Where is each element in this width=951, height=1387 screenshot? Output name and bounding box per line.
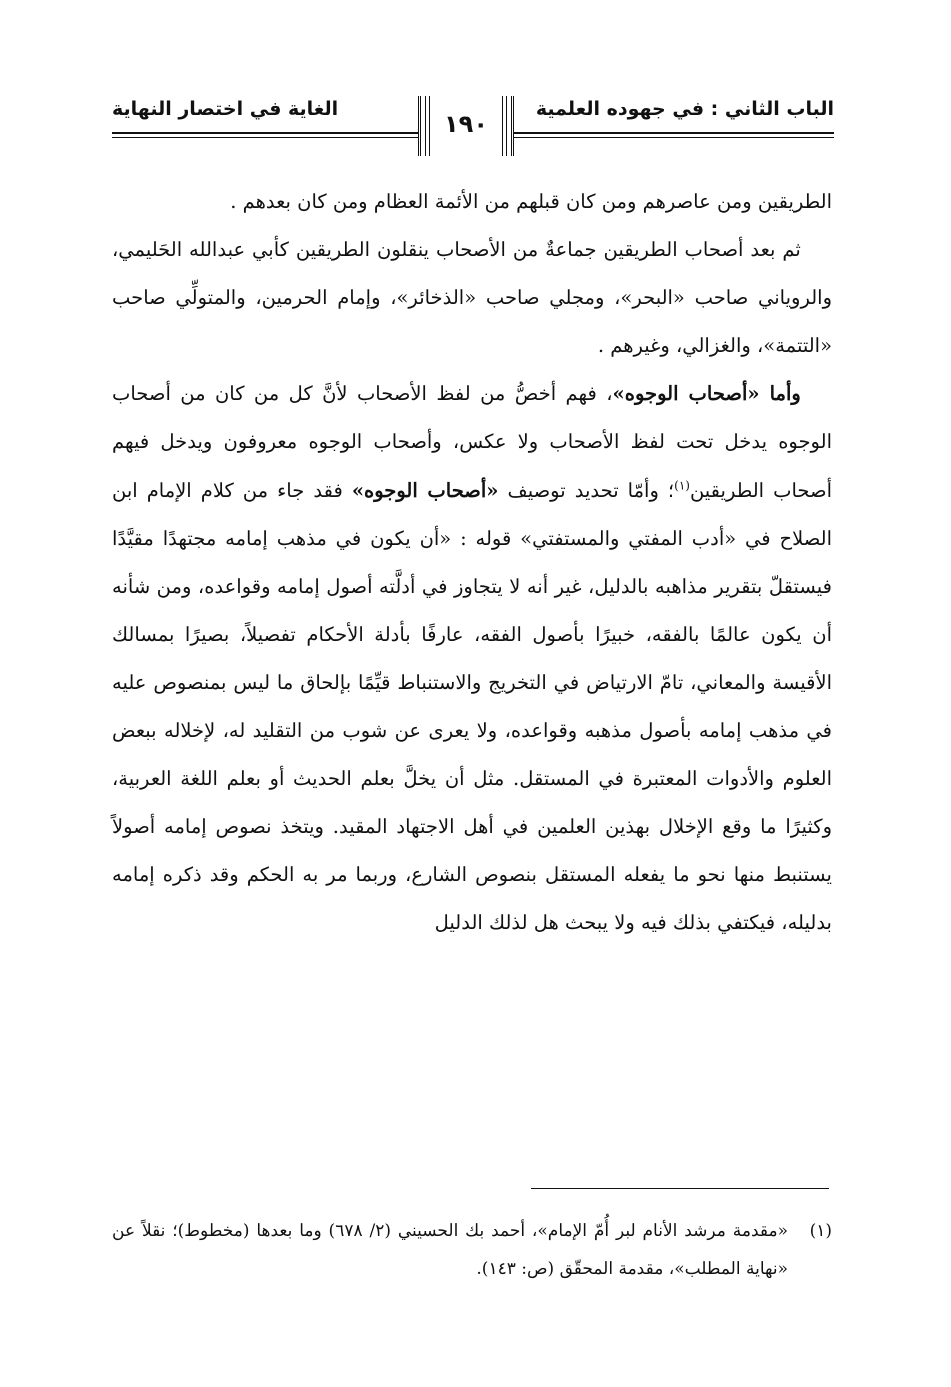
paragraph-1: الطريقين ومن عاصرهم ومن كان قبلهم من الأئمة العظام ومن كان بعدهم . (230, 190, 832, 213)
paragraph-2: ثم بعد أصحاب الطريقين جماعةٌ من الأصحاب ينقلون الطريقين كأبي عبدالله الحَليمي، والروياني صاحب «البحر»، ومجلي صاحب «الذخائر»، وإمام الحرمين، والمتولِّي صاحب «التتمة»، والغزالي، وغيرهم . (112, 238, 832, 358)
footnote-separator (531, 1188, 829, 1189)
footnote-marker: (١) (809, 1221, 832, 1241)
footnote-text: «مقدمة مرشد الأنام لبر أُمّ الإمام»، أحمد بك الحسيني (٢/ ٦٧٨) وما بعدها (مخطوط)؛ نقلاً عن «نهاية المطلب»، مقدمة المحقّق (ص: ١٤٣). (112, 1221, 789, 1279)
paragraph-3-part-b: ؛ وأمّا تحديد توصيف (507, 478, 675, 502)
footnotes (112, 1212, 832, 1288)
term-ashab-al-wujuh: وأما «أصحاب الوجوه» (612, 382, 801, 406)
paragraph-3-part-a: ، فهم أخصُّ من لفظ الأصحاب لأنَّ كل من كان من أصحاب الوجوه يدخل تحت لفظ الأصحاب ولا عكس، وأصحاب الوجوه معروفون ويدخل فيهم أصحاب الطريقين (112, 382, 832, 502)
term-ashab-al-wujuh-2: «أصحاب الوجوه» (351, 478, 499, 502)
paragraph-3-part-c: فقد جاء من كلام الإمام ابن الصلاح في «أدب المفتي والمستفتي» قوله : «أن يكون في مذهب إمامه مجتهدًا مقيَّدًا فيستقلّ بتقرير مذاهبه بالدليل، غير أنه لا يتجاوز في أدلَّته أصول إمامه وقواعده، ومن شأنه أن يكون عالمًا بالفقه، خبيرًا بأصول الفقه، عارفًا بأدلة الأحكام تفصيلاً، بصيرًا بمسالك الأقيسة والمعاني، تامّ الارتياض في التخريج والاستنباط قيِّمًا بإلحاق ما ليس بمنصوص عليه في مذهب إمامه بأصول مذهبه وقواعده، ولا يعرى عن شوب من التقليد له، لإخلاله ببعض العلوم والأدوات المعتبرة في المستقل. مثل أن يخلَّ بعلم الحديث أو بعلم اللغة العربية، وكثيرًا ما وقع الإخلال بهذين العلمين في أهل الاجتهاد المقيد. ويتخذ نصوص إمامه أصولاً يستنبط منها نحو ما يفعله المستقل بنصوص الشارع، وربما مر به الحكم وقد ذكره إمامه بدليله، فيكتفي بذلك فيه ولا يبحث هل لذلك الدليل (112, 478, 832, 935)
running-header (112, 88, 834, 178)
page-number-box (418, 96, 514, 156)
page-number: ١٩٠ (444, 110, 488, 138)
book-title: الغاية في اختصار النهاية (112, 98, 339, 120)
chapter-title: الباب الثاني : في جهوده العلمية (535, 98, 834, 120)
footnote (112, 1212, 832, 1288)
paragraph-3 (112, 370, 832, 947)
footnote-reference[interactable]: (١) (674, 478, 690, 493)
main-text (112, 178, 832, 948)
